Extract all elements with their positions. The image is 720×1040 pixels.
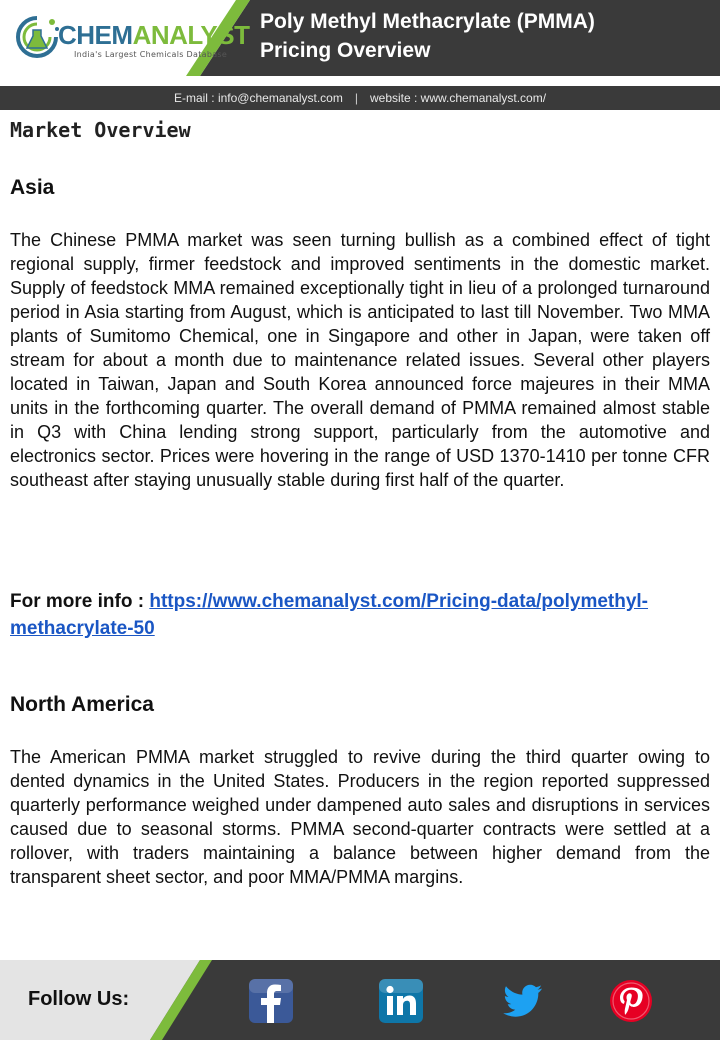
- document-title: [260, 7, 710, 65]
- page-header: [0, 0, 720, 78]
- logo-wordmark: [58, 20, 249, 51]
- facebook-icon[interactable]: [248, 978, 294, 1024]
- section-title: Market Overview: [10, 118, 191, 142]
- logo-tagline: India's Largest Chemicals Database: [74, 50, 228, 59]
- asia-paragraph: The Chinese PMMA market was seen turning bullish as a combined effect of tight regional supply, firmer feedstock and improved sentiments in the domestic market. Supply of feedstock MMA remained exceptionally tight in lieu of a prolonged turnaround period in Asia starting from August, which is anticipated to last till November. Two MMA plants of Sumitomo Chemical, one in Singapore and other in Japan, were taken off stream for about a month due to maintenance related issues. Several other players located in Taiwan, Japan and South Korea announced force majeures in their MMA units in the forthcoming quarter. The overall demand of PMMA remained almost stable in Q3 with China lending strong support, particularly from the automotive and electronics sector. Prices were hovering in the range of USD 1370-1410 per tonne CFR southeast after staying unusually stable during first half of the quarter.: [10, 230, 710, 490]
- contact-separator: |: [354, 91, 358, 105]
- north-america-paragraph: The American PMMA market struggled to revive during the third quarter owing to dented dynamics in the United States. Producers in the region reported suppressed quarterly performance weighed under dampened auto sales and disruptions in services caused due to seasonal storms. PMMA second-quarter contracts were settled at a rollover, with traders maintaining a balance between higher demand from the transparent sheet sector, and poor MMA/PMMA margins.: [10, 747, 710, 887]
- contact-email[interactable]: E-mail : info@chemanalyst.com: [173, 91, 343, 105]
- contact-website[interactable]: website : www.chemanalyst.com/: [369, 91, 547, 105]
- twitter-icon[interactable]: [500, 978, 546, 1024]
- pricing-data-link[interactable]: https://www.chemanalyst.com/Pricing-data/polymethyl-methacrylate-50: [10, 591, 649, 639]
- page-footer: [0, 960, 720, 1040]
- title-line-1: Poly Methyl Methacrylate (PMMA): [260, 10, 595, 33]
- pinterest-icon[interactable]: [608, 978, 654, 1024]
- logo-text-primary: CHEM: [58, 20, 133, 50]
- north-america-heading: North America: [10, 693, 154, 716]
- title-line-2: Pricing Overview: [260, 39, 431, 62]
- chemanalyst-logo[interactable]: [12, 10, 250, 66]
- flask-logo-icon: [12, 12, 62, 62]
- follow-us-label: Follow Us:: [28, 988, 130, 1010]
- contact-bar: [0, 86, 720, 110]
- more-info-line: [10, 588, 710, 642]
- asia-heading: Asia: [10, 176, 55, 199]
- more-info-label: For more info :: [10, 591, 145, 612]
- logo-text-secondary: ANALYST: [132, 20, 250, 50]
- linkedin-icon[interactable]: [378, 978, 424, 1024]
